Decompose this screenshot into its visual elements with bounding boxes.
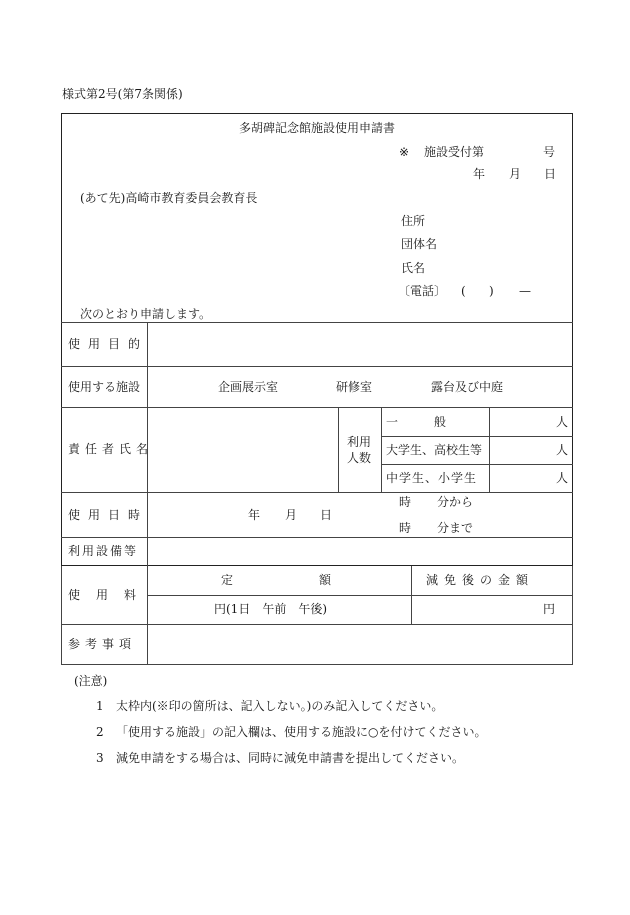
receipt-suffix: 号 (543, 145, 556, 159)
equipment-label: 利用設備等 (68, 544, 139, 558)
facility-option-training[interactable]: 研修室 (336, 380, 373, 394)
date-year: 年 (473, 167, 486, 181)
col-divider (61, 566, 62, 664)
datetime-day: 日 (320, 508, 333, 522)
row-divider (61, 407, 573, 408)
user-category-general: 一 般 (386, 415, 447, 429)
datetime-year: 年 (248, 508, 261, 522)
row-divider (61, 366, 573, 367)
group-label: 団体名 (401, 237, 438, 251)
notes-label: 参考事項 (68, 637, 137, 651)
col-divider (572, 566, 573, 664)
user-category-college: 大学生、高校生等 (386, 443, 483, 457)
row-divider (61, 492, 573, 493)
date-month: 月 (509, 167, 522, 181)
date-day: 日 (544, 167, 557, 181)
row-divider (381, 464, 573, 465)
addressee: (あて先)高崎市教育委員会教育長 (80, 191, 258, 205)
row-divider (61, 664, 573, 665)
facility-option-terrace[interactable]: 露台及び中庭 (431, 380, 504, 394)
col-divider (147, 322, 148, 664)
col-divider (338, 407, 339, 492)
phone-close: ) (489, 284, 494, 298)
user-unit-general: 人 (556, 415, 569, 429)
fee-label: 使用料 (68, 588, 153, 602)
time-to-hour: 時 (399, 521, 412, 535)
note-2-text: 「使用する施設」の記入欄は、使用する施設に○を付けてください。 (116, 725, 487, 739)
facility-label: 使用する施設 (68, 380, 141, 394)
note-3-text: 減免申請をする場合は、同時に減免申請書を提出してください。 (116, 751, 465, 765)
facility-option-exhibition[interactable]: 企画展示室 (218, 380, 279, 394)
user-unit-college: 人 (556, 443, 569, 457)
note-3-num: 3 (96, 751, 104, 765)
row-divider (381, 436, 573, 437)
datetime-label: 使用日時 (68, 508, 149, 522)
row-divider (61, 537, 573, 538)
note-2-num: 2 (96, 725, 104, 739)
row-divider (61, 322, 573, 323)
intro-text: 次のとおり申請します。 (80, 307, 212, 321)
address-label: 住所 (401, 214, 426, 228)
row-divider (147, 595, 573, 596)
time-to-suffix: 分まで (437, 521, 474, 535)
receipt-label: 施設受付第 (424, 145, 485, 159)
time-from-suffix: 分から (437, 495, 474, 509)
phone-label: 〔電話〕 (398, 284, 447, 298)
phone-open: ( (461, 284, 466, 298)
form-title: 多胡碑記念館施設使用申請書 (238, 121, 395, 135)
datetime-month: 月 (285, 508, 298, 522)
phone-dash: — (519, 284, 531, 298)
fee-day-text: 円(1日 午前 午後) (214, 602, 327, 616)
note-1-text: 太枠内(※印の箇所は、記入しない。)のみ記入してください。 (116, 699, 444, 713)
reduced-amount-label: 減免後の金額 (426, 573, 535, 587)
label-char: 的 (127, 337, 140, 351)
users-label-1: 利用 (347, 435, 372, 449)
responsible-label: 責任者氏名 (68, 442, 154, 456)
label-char: 使 (68, 337, 81, 351)
time-from-hour: 時 (399, 495, 412, 509)
label-char: 目 (107, 337, 120, 351)
user-unit-school: 人 (556, 471, 569, 485)
users-label-2: 人数 (347, 451, 372, 465)
user-category-school: 中学生、小学生 (386, 471, 478, 485)
name-label: 氏名 (401, 261, 426, 275)
fee-yen: 円 (543, 602, 556, 616)
fixed-amount-label: 定額 (221, 573, 418, 587)
col-divider (381, 407, 382, 492)
col-divider (489, 407, 490, 492)
form-number: 様式第2号(第7条関係) (62, 87, 183, 101)
note-1-num: 1 (96, 699, 104, 713)
purpose-label (68, 338, 140, 350)
label-char: 用 (87, 337, 100, 351)
receipt-mark: ※ (399, 145, 410, 159)
row-divider (61, 624, 573, 625)
notes-heading: (注意) (74, 674, 108, 688)
